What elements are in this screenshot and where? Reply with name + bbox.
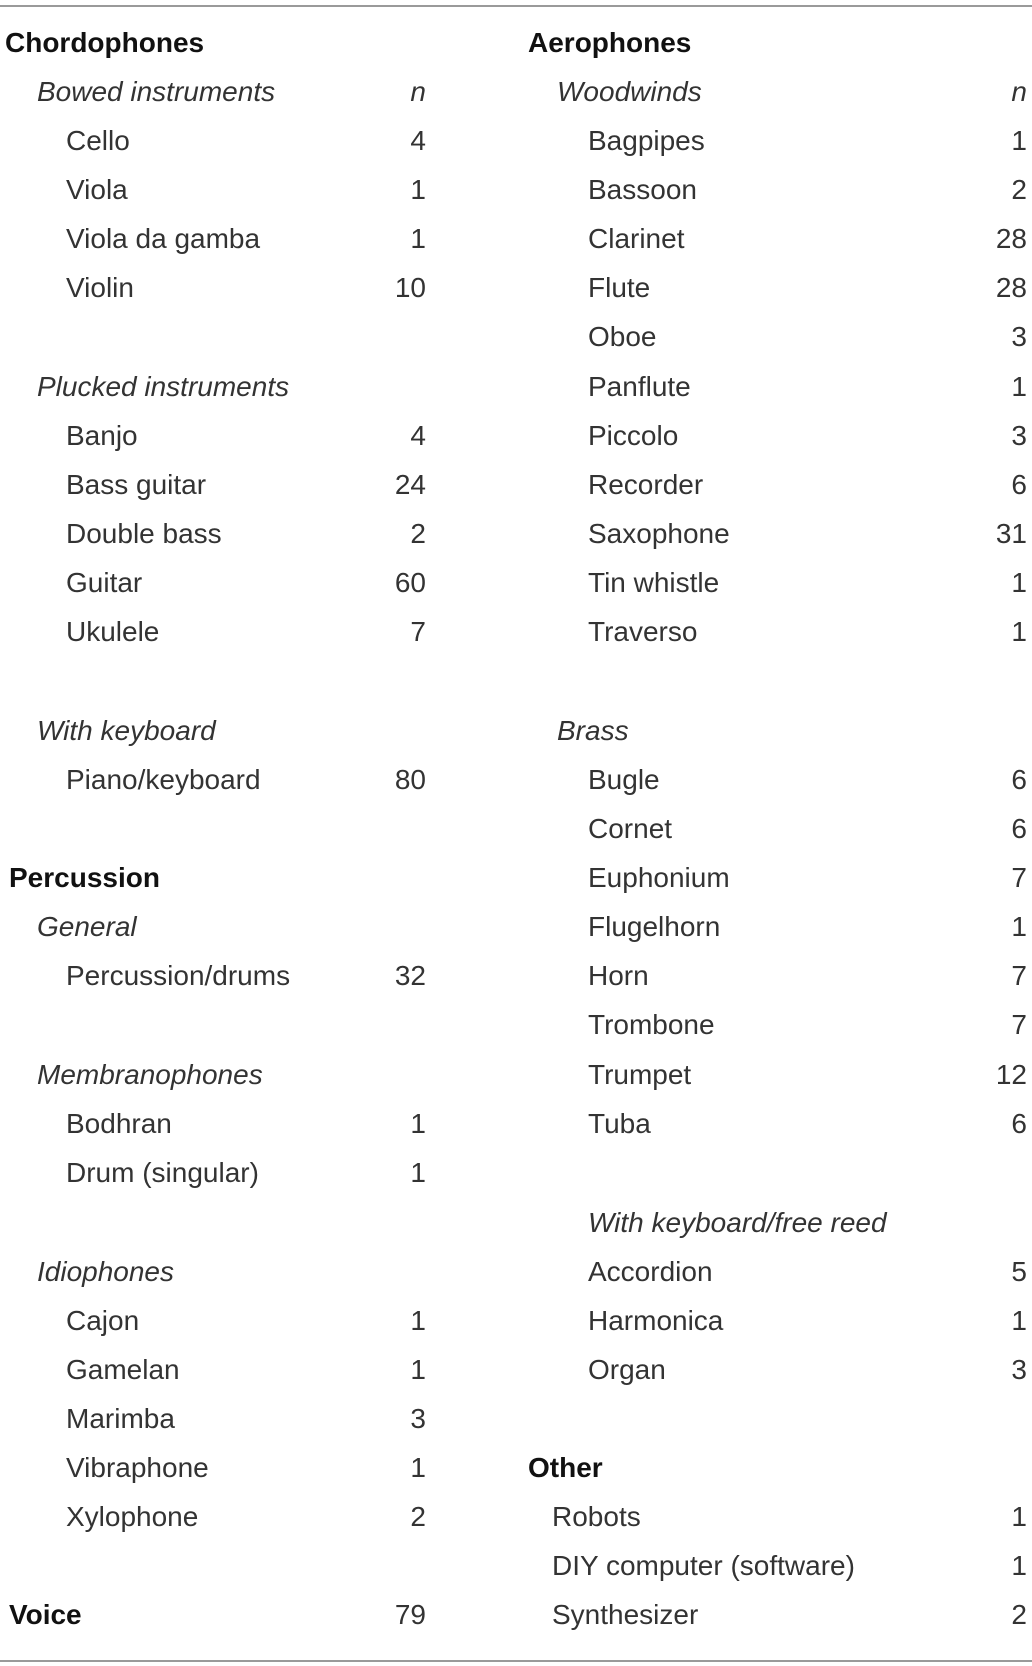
instrument-name: Viola da gamba [66, 223, 261, 254]
instrument-name: Recorder [588, 469, 704, 500]
instrument-count: 7 [410, 616, 426, 647]
instrument-name: Tuba [588, 1108, 651, 1139]
instrument-count: 4 [410, 125, 426, 156]
instrument-count: 32 [394, 960, 426, 991]
instrument-name: Violin [66, 272, 134, 303]
instrument-count: 3 [1011, 321, 1027, 352]
instrument-name: Flute [588, 272, 651, 303]
instrument-count: 2 [1011, 1599, 1027, 1630]
instrument-count: 1 [1011, 567, 1027, 598]
instrument-name: Traverso [588, 616, 698, 647]
instrument-count: 28 [995, 272, 1027, 303]
table-top-rule [0, 5, 1032, 7]
instrument-name: Robots [552, 1501, 641, 1532]
instrument-count: 1 [410, 1452, 426, 1483]
instrument-count: 1 [1011, 1550, 1027, 1581]
instrument-count: 7 [1011, 960, 1027, 991]
instrument-name: Marimba [66, 1403, 175, 1434]
instrument-count: 6 [1011, 764, 1027, 795]
instrument-count: 5 [1011, 1256, 1027, 1287]
instrument-name: Trumpet [588, 1059, 692, 1090]
instrument-count: 80 [394, 764, 426, 795]
section-heading-percussion: Percussion [9, 862, 160, 893]
instrument-name: Tin whistle [588, 567, 720, 598]
instrument-count: 1 [410, 1157, 426, 1188]
instrument-name: Drum (singular) [66, 1157, 259, 1188]
instrument-name: Synthesizer [552, 1599, 699, 1630]
instrument-count: 28 [995, 223, 1027, 254]
instrument-count: 4 [410, 420, 426, 451]
instrument-name: Cello [66, 125, 130, 156]
instrument-count: 1 [410, 223, 426, 254]
subheading-brass: Brass [557, 715, 629, 746]
count-column-header: n [410, 76, 426, 107]
instrument-count: 24 [394, 469, 426, 500]
instrument-name: Cajon [66, 1305, 140, 1336]
instrument-name: DIY computer (software) [552, 1550, 855, 1581]
instrument-name: Accordion [588, 1256, 713, 1287]
instrument-name: Trombone [588, 1009, 715, 1040]
instrument-count: 1 [1011, 1501, 1027, 1532]
instrument-count: 2 [1011, 174, 1027, 205]
section-heading-other: Other [528, 1452, 603, 1483]
subheading-plucked-instruments: Plucked instruments [37, 371, 290, 402]
instrument-count: 1 [1011, 911, 1027, 942]
instrument-count: 7 [1011, 862, 1027, 893]
instrument-count: 3 [410, 1403, 426, 1434]
instrument-name: Bass guitar [66, 469, 207, 500]
instrument-count: 2 [410, 1501, 426, 1532]
section-heading-aerophones: Aerophones [528, 27, 692, 58]
instrument-count: 2 [410, 518, 426, 549]
subheading-idiophones: Idiophones [37, 1256, 175, 1287]
instrument-count: 1 [1011, 125, 1027, 156]
subheading-general: General [37, 911, 137, 942]
instrument-count: 1 [410, 174, 426, 205]
instrument-name: Euphonium [588, 862, 730, 893]
instrument-name: Harmonica [588, 1305, 724, 1336]
instrument-name: Bugle [588, 764, 660, 795]
subheading-with-keyboard-free-reed: With keyboard/free reed [588, 1207, 887, 1238]
instrument-count: 12 [995, 1059, 1027, 1090]
instrument-count: 60 [394, 567, 426, 598]
instrument-name: Xylophone [66, 1501, 199, 1532]
instrument-name: Horn [588, 960, 649, 991]
instrument-count: 3 [1011, 1354, 1027, 1385]
instrument-count: 1 [410, 1305, 426, 1336]
count-column-header: n [1011, 76, 1027, 107]
subheading-bowed-instruments: Bowed instruments [37, 76, 276, 107]
instrument-name: Percussion/drums [66, 960, 291, 991]
instrument-name: Bodhran [66, 1108, 172, 1139]
subheading-woodwinds: Woodwinds [557, 76, 702, 107]
instrument-name: Gamelan [66, 1354, 180, 1385]
section-heading-voice: Voice [9, 1599, 82, 1630]
instrument-name: Viola [66, 174, 128, 205]
instrument-count: 3 [1011, 420, 1027, 451]
instrument-count: 6 [1011, 1108, 1027, 1139]
instrument-name: Guitar [66, 567, 143, 598]
instrument-name: Vibraphone [66, 1452, 209, 1483]
section-heading-chordophones: Chordophones [5, 27, 205, 58]
voice-count: 79 [394, 1599, 426, 1630]
instrument-count: 31 [995, 518, 1027, 549]
instrument-count: 1 [1011, 616, 1027, 647]
instrument-count: 1 [410, 1354, 426, 1385]
instrument-name: Ukulele [66, 616, 160, 647]
instrument-count: 1 [1011, 1305, 1027, 1336]
instrument-count: 10 [394, 272, 426, 303]
instrument-name: Bagpipes [588, 125, 705, 156]
instrument-name: Banjo [66, 420, 138, 451]
instrument-name: Oboe [588, 321, 657, 352]
table-bottom-rule [0, 1660, 1032, 1662]
instrument-name: Double bass [66, 518, 222, 549]
instrument-count: 1 [410, 1108, 426, 1139]
instrument-name: Cornet [588, 813, 673, 844]
instrument-name: Flugelhorn [588, 911, 721, 942]
instrument-name: Piano/keyboard [66, 764, 261, 795]
instrument-count: 1 [1011, 371, 1027, 402]
instrument-count: 6 [1011, 813, 1027, 844]
instrument-name: Organ [588, 1354, 666, 1385]
instrument-name: Bassoon [588, 174, 697, 205]
subheading-membranophones: Membranophones [37, 1059, 263, 1090]
instrument-name: Clarinet [588, 223, 685, 254]
subheading-with-keyboard: With keyboard [37, 715, 216, 746]
instrument-name: Panflute [588, 371, 691, 402]
instrument-count: 6 [1011, 469, 1027, 500]
instrument-name: Piccolo [588, 420, 679, 451]
instrument-name: Saxophone [588, 518, 730, 549]
instrument-count: 7 [1011, 1009, 1027, 1040]
